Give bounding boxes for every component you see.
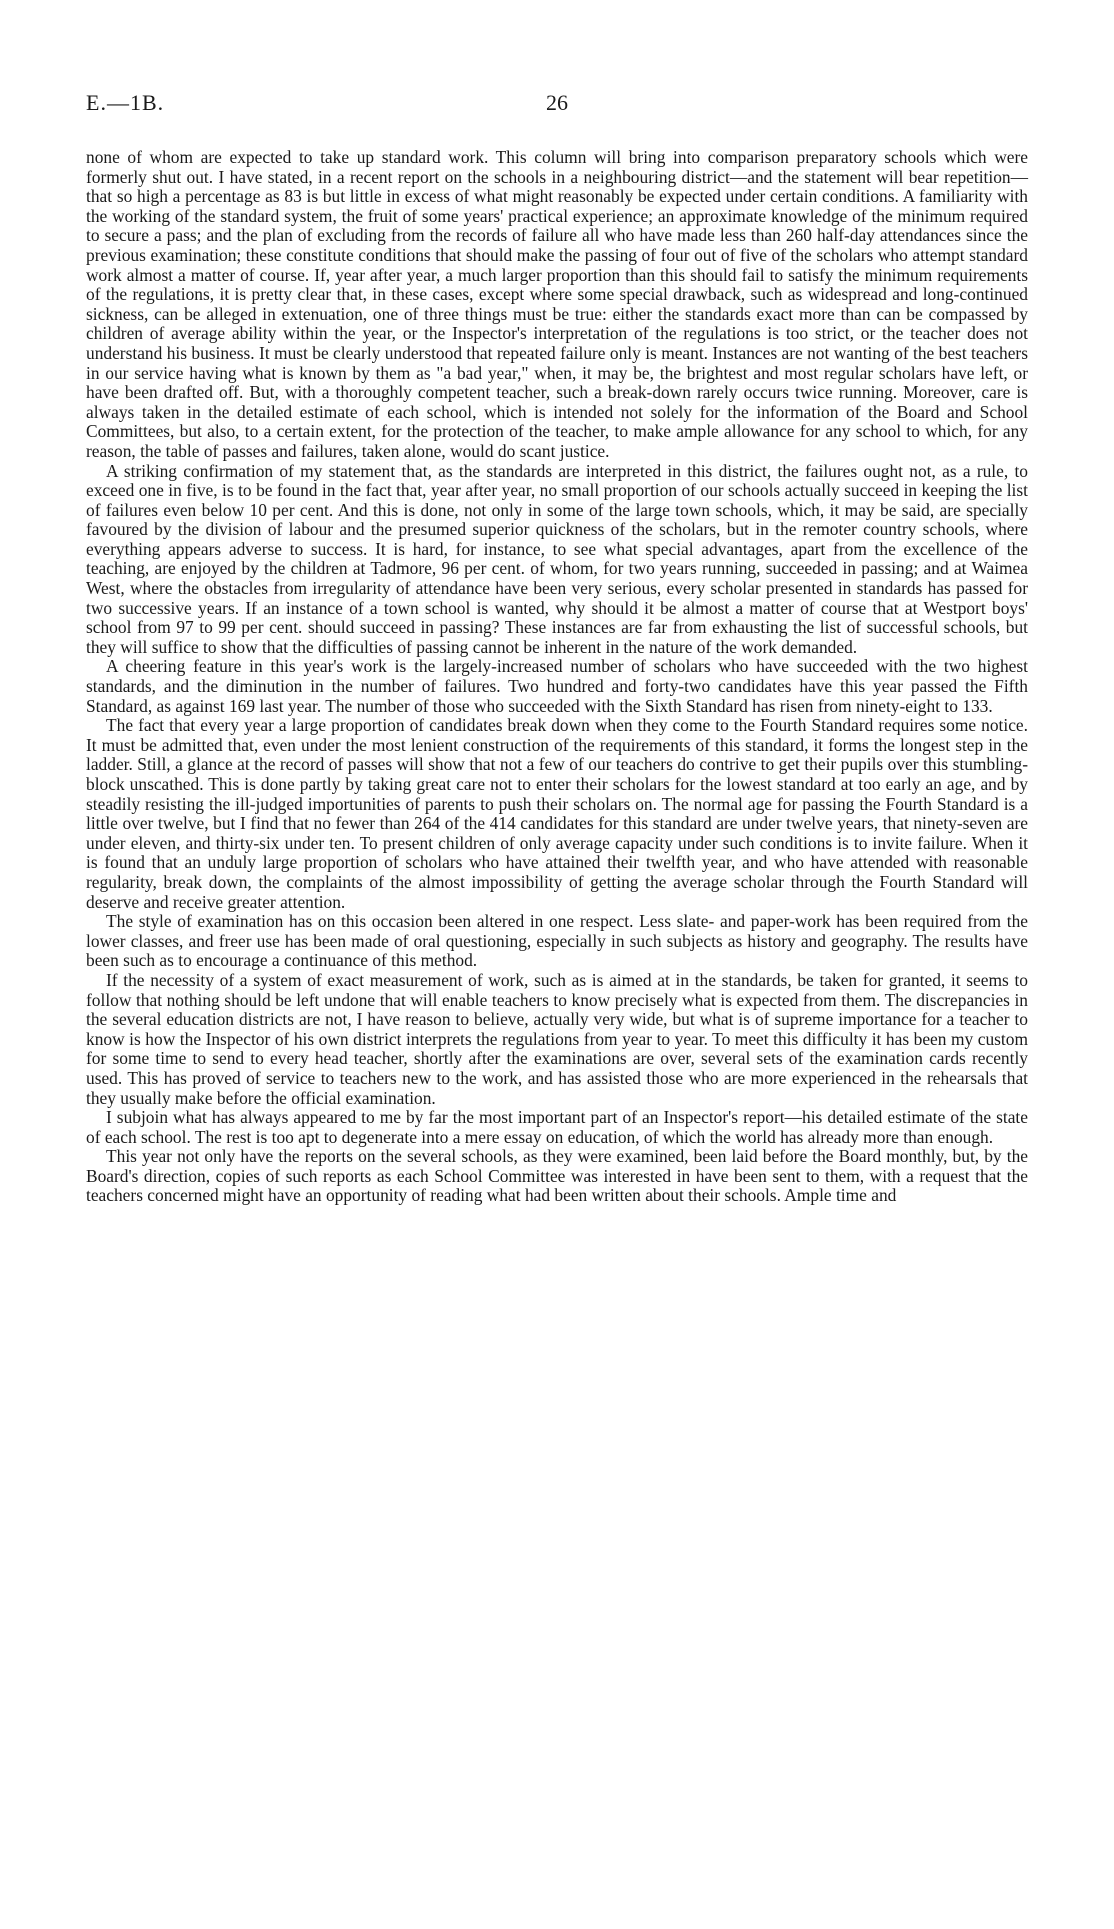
paragraph: If the necessity of a system of exact measurement of work, such as is aimed at in the standards, be taken for granted, it seems to follow that nothing should be left undone that will enable teachers to know precisely what is expected from them. The discrepancies in the several education districts are not, I have reason to believe, actually very wide, but what is of supreme importance for a teacher to know is how the Inspector of his own district interprets the regulations from year to year. To meet this difficulty it has been my custom for some time to send to every head teacher, shortly after the examinations are over, several sets of the examination cards recently used. This has proved of service to teachers new to the work, and has assisted those who are more experienced in the rehearsals that they usually make before the official examination. (86, 969, 1028, 1108)
page-header (86, 90, 1028, 124)
paragraph: I subjoin what has always appeared to me by far the most important part of an Inspector's report—his detailed estimate of the state of each school. The rest is too apt to degenerate into a mere essay on education, of which the world has already more than enough. (86, 1107, 1028, 1147)
page-number: 26 (546, 90, 568, 115)
document-reference: E.—1B. (86, 90, 165, 115)
paragraph: This year not only have the reports on the several schools, as they were examined, been laid before the Board monthly, but, by the Board's direction, copies of such reports as each School Committee was interested in have been sent to them, with a request that the teachers concerned might have an opportunity of reading what had been written about their schools. Ample time and (86, 1146, 1028, 1206)
paragraph: A cheering feature in this year's work is the largely-increased number of scholars who have succeeded with the two highest standards, and the diminution in the number of failures. Two hundred and forty-two candidates have this year passed the Fifth Standard, as against 169 last year. The number of those who succeeded with the Sixth Standard has risen from ninety-eight to 133. (86, 656, 1028, 716)
body-text (86, 148, 1028, 1206)
paragraph: The fact that every year a large proportion of candidates break down when they come to the Fourth Standard requires some notice. It must be admitted that, even under the most lenient construction of the requirements of this standard, it forms the longest step in the ladder. Still, a glance at the record of passes will show that not a few of our teachers do contrive to get their pupils over this stumbling-block unscathed. This is done partly by taking great care not to enter their scholars for the lowest standard at too early an age, and by steadily resisting the ill-judged importunities of parents to push their scholars on. The normal age for passing the Fourth Standard is a little over twelve, but I find that no fewer than 264 of the 414 candidates for this standard are under twelve years, that ninety-seven are under eleven, and thirty-six under ten. To present children of only average capacity under such conditions is to invite failure. When it is found that an unduly large proportion of scholars who have attained their twelfth year, and who have attended with reasonable regularity, break down, the complaints of the almost impossibility of getting the average scholar through the Fourth Standard will deserve and receive greater attention. (86, 715, 1028, 912)
paragraph: The style of examination has on this occasion been altered in one respect. Less slate- and paper-work has been required from the lower classes, and freer use has been made of oral questioning, especially in such subjects as history and geography. The results have been such as to encourage a continuance of this method. (86, 911, 1028, 971)
paragraph: none of whom are expected to take up standard work. This column will bring into comparison preparatory schools which were formerly shut out. I have stated, in a recent report on the schools in a neighbouring district—and the statement will bear repetition—that so high a percentage as 83 is but little in excess of what might reasonably be expected under certain conditions. A familiarity with the working of the standard system, the fruit of some years' practical experience; an approximate knowledge of the minimum required to secure a pass; and the plan of excluding from the records of failure all who have made less than 260 half-day attendances since the previous examination; these constitute conditions that should make the passing of four out of five of the scholars who attempt standard work almost a matter of course. If, year after year, a much larger proportion than this should fail to satisfy the minimum requirements of the regulations, it is pretty clear that, in these cases, except where some special drawback, such as widespread and long-continued sickness, can be alleged in extenuation, one of three things must be true: either the standards exact more than can be compassed by children of average ability within the year, or the Inspector's interpretation of the regulations is too strict, or the teacher does not understand his business. It must be clearly understood that repeated failure only is meant. Instances are not wanting of the best teachers in our service having what is known by them as "a bad year," when, it may be, the brightest and most regular scholars have left, or have been drafted off. But, with a thoroughly competent teacher, such a break-down rarely occurs twice running. Moreover, care is always taken in the detailed estimate of each school, which is intended not solely for the information of the Board and School Committees, but also, to a certain extent, for the protection of the teacher, to make ample allowance for any school to which, for any reason, the table of passes and failures, taken alone, would do scant justice. (86, 147, 1028, 461)
paragraph: A striking confirmation of my statement that, as the standards are interpreted in this district, the failures ought not, as a rule, to exceed one in five, is to be found in the fact that, year after year, no small proportion of our schools actually succeed in keeping the list of failures even below 10 per cent. And this is done, not only in some of the large town schools, which, it may be said, are specially favoured by the division of labour and the presumed superior quickness of the scholars, but in the remoter country schools, where everything appears adverse to success. It is hard, for instance, to see what special advantages, apart from the excellence of the teaching, are enjoyed by the children at Tadmore, 96 per cent. of whom, for two years running, succeeded in passing; and at Waimea West, where the obstacles from irregularity of attendance have been very serious, every scholar presented in standards has passed for two successive years. If an instance of a town school is wanted, why should it be almost a matter of course that at Westport boys' school from 97 to 99 per cent. should succeed in passing? These instances are far from exhausting the list of successful schools, but they will suffice to show that the difficulties of passing cannot be inherent in the nature of the work demanded. (86, 460, 1028, 657)
